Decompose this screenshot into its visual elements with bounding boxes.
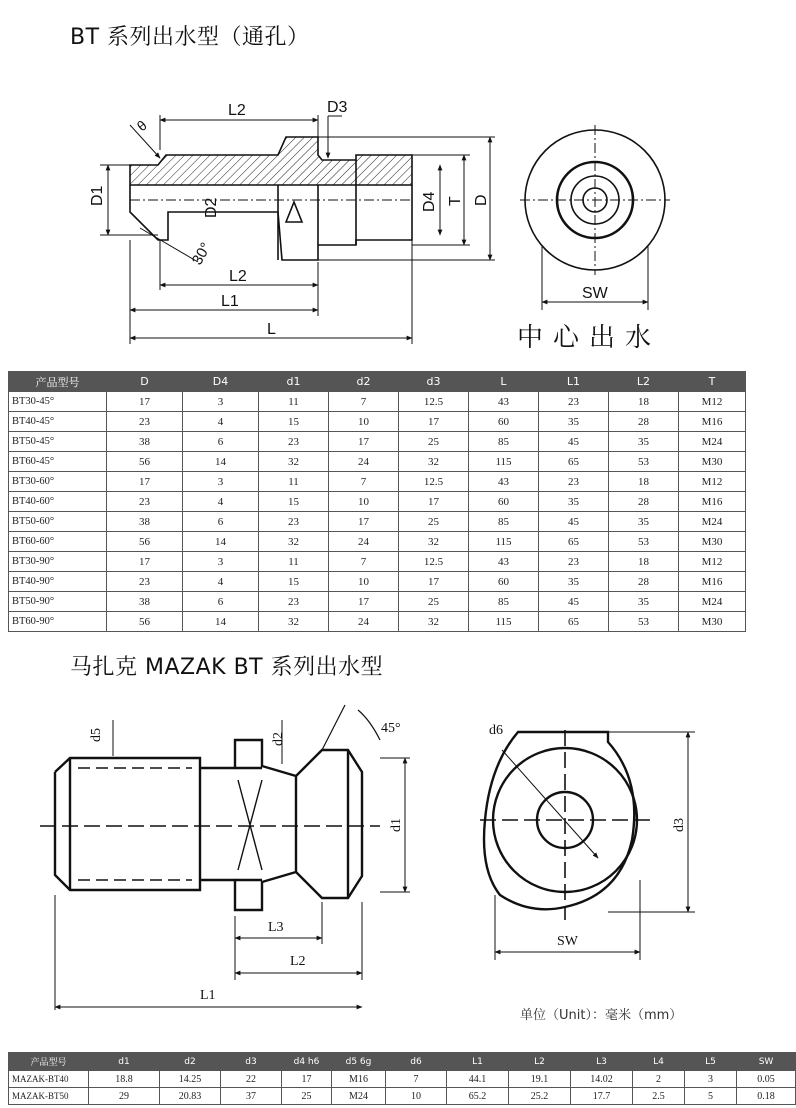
- value-cell: M12: [679, 472, 746, 492]
- value-cell: 25: [399, 512, 469, 532]
- value-cell: M12: [679, 552, 746, 572]
- header-cell: d2: [160, 1053, 221, 1071]
- value-cell: 5: [685, 1088, 737, 1105]
- value-cell: 11: [259, 472, 329, 492]
- value-cell: 23: [259, 512, 329, 532]
- value-cell: 7: [329, 392, 399, 412]
- value-cell: 6: [183, 592, 259, 612]
- value-cell: 14: [183, 532, 259, 552]
- value-cell: 18: [609, 552, 679, 572]
- table-row: [9, 412, 746, 432]
- value-cell: 35: [539, 572, 609, 592]
- value-cell: 45: [539, 592, 609, 612]
- table-row: [9, 452, 746, 472]
- header-cell: L2: [509, 1053, 571, 1071]
- label-theta: θ: [133, 117, 150, 135]
- header-cell: L: [469, 372, 539, 392]
- header-cell: D4: [183, 372, 259, 392]
- label-d1: d1: [389, 818, 404, 832]
- label-D: D: [473, 194, 490, 206]
- value-cell: 17.7: [571, 1088, 633, 1105]
- center-coolant-caption: 中心出水: [517, 323, 662, 353]
- value-cell: 14.25: [160, 1071, 221, 1088]
- value-cell: 45: [539, 432, 609, 452]
- value-cell: 25: [282, 1088, 332, 1105]
- value-cell: M16: [679, 412, 746, 432]
- value-cell: 14: [183, 452, 259, 472]
- table-row: [9, 1088, 796, 1105]
- value-cell: 0.05: [737, 1071, 796, 1088]
- header-cell: d2: [329, 372, 399, 392]
- value-cell: 35: [609, 512, 679, 532]
- value-cell: 3: [183, 552, 259, 572]
- model-cell: BT40-45°: [9, 412, 107, 432]
- label-d3: d3: [672, 818, 687, 832]
- value-cell: 32: [399, 612, 469, 632]
- value-cell: 12.5: [399, 392, 469, 412]
- value-cell: 23: [107, 412, 183, 432]
- value-cell: 7: [329, 552, 399, 572]
- value-cell: 65: [539, 532, 609, 552]
- value-cell: 17: [107, 472, 183, 492]
- table-row: [9, 532, 746, 552]
- label-D4: D4: [421, 191, 438, 212]
- value-cell: 18: [609, 472, 679, 492]
- value-cell: 10: [329, 492, 399, 512]
- value-cell: 65: [539, 612, 609, 632]
- model-cell: BT40-90°: [9, 572, 107, 592]
- header-cell: d1: [259, 372, 329, 392]
- value-cell: 25.2: [509, 1088, 571, 1105]
- value-cell: 7: [329, 472, 399, 492]
- label-L2: L2: [290, 954, 306, 969]
- value-cell: 25: [399, 592, 469, 612]
- value-cell: 23: [107, 492, 183, 512]
- label-L1: L1: [200, 988, 216, 1003]
- value-cell: 11: [259, 392, 329, 412]
- value-cell: 17: [399, 412, 469, 432]
- value-cell: 85: [469, 592, 539, 612]
- value-cell: 29: [89, 1088, 160, 1105]
- header-cell: 产品型号: [9, 372, 107, 392]
- value-cell: 43: [469, 392, 539, 412]
- table-row: [9, 1071, 796, 1088]
- value-cell: 115: [469, 452, 539, 472]
- label-D1: D1: [89, 185, 106, 206]
- label-d5: d5: [89, 728, 104, 742]
- value-cell: 35: [609, 592, 679, 612]
- value-cell: 56: [107, 612, 183, 632]
- header-cell: L3: [571, 1053, 633, 1071]
- value-cell: 43: [469, 552, 539, 572]
- label-T: T: [447, 196, 464, 206]
- value-cell: 20.83: [160, 1088, 221, 1105]
- label-L2-bottom: L2: [229, 268, 247, 285]
- header-cell: L4: [633, 1053, 685, 1071]
- value-cell: 18.8: [89, 1071, 160, 1088]
- table-row: [9, 612, 746, 632]
- value-cell: 17: [329, 432, 399, 452]
- table-row: [9, 572, 746, 592]
- value-cell: M24: [679, 512, 746, 532]
- value-cell: 115: [469, 532, 539, 552]
- value-cell: 24: [329, 612, 399, 632]
- value-cell: 23: [539, 392, 609, 412]
- value-cell: 15: [259, 572, 329, 592]
- value-cell: 35: [539, 412, 609, 432]
- model-cell: BT30-45°: [9, 392, 107, 412]
- value-cell: 6: [183, 512, 259, 532]
- label-L3: L3: [268, 920, 284, 935]
- value-cell: M16: [679, 492, 746, 512]
- header-cell: D: [107, 372, 183, 392]
- value-cell: 35: [539, 492, 609, 512]
- value-cell: 17: [107, 552, 183, 572]
- value-cell: 19.1: [509, 1071, 571, 1088]
- value-cell: 23: [539, 552, 609, 572]
- value-cell: 6: [183, 432, 259, 452]
- value-cell: 23: [259, 592, 329, 612]
- table-row: [9, 552, 746, 572]
- value-cell: M30: [679, 452, 746, 472]
- header-cell: L1: [539, 372, 609, 392]
- model-cell: BT40-60°: [9, 492, 107, 512]
- value-cell: 28: [609, 572, 679, 592]
- value-cell: 28: [609, 492, 679, 512]
- value-cell: 38: [107, 512, 183, 532]
- label-L2-top: L2: [228, 102, 246, 119]
- header-cell: 产品型号: [9, 1053, 89, 1071]
- value-cell: 18: [609, 392, 679, 412]
- value-cell: 85: [469, 512, 539, 532]
- model-cell: BT60-45°: [9, 452, 107, 472]
- value-cell: 2.5: [633, 1088, 685, 1105]
- value-cell: M16: [679, 572, 746, 592]
- value-cell: 0.18: [737, 1088, 796, 1105]
- value-cell: 23: [259, 432, 329, 452]
- table-header-row: [9, 1053, 796, 1071]
- value-cell: 115: [469, 612, 539, 632]
- value-cell: 15: [259, 412, 329, 432]
- value-cell: M12: [679, 392, 746, 412]
- value-cell: 10: [329, 572, 399, 592]
- value-cell: 4: [183, 492, 259, 512]
- table-row: [9, 432, 746, 452]
- value-cell: 32: [259, 532, 329, 552]
- label-d6: d6: [489, 723, 503, 738]
- table-row: [9, 472, 746, 492]
- value-cell: 85: [469, 432, 539, 452]
- header-cell: T: [679, 372, 746, 392]
- value-cell: 32: [259, 612, 329, 632]
- value-cell: 37: [221, 1088, 282, 1105]
- value-cell: 4: [183, 412, 259, 432]
- value-cell: 23: [539, 472, 609, 492]
- value-cell: 65: [539, 452, 609, 472]
- value-cell: 60: [469, 412, 539, 432]
- value-cell: 12.5: [399, 552, 469, 572]
- value-cell: M30: [679, 612, 746, 632]
- label-D2: D2: [203, 197, 220, 218]
- mazak-drawing: [0, 680, 750, 1020]
- bt-spec-table: [8, 371, 746, 632]
- table-row: [9, 392, 746, 412]
- header-cell: d1: [89, 1053, 160, 1071]
- value-cell: 28: [609, 412, 679, 432]
- header-cell: d3: [221, 1053, 282, 1071]
- model-cell: BT30-90°: [9, 552, 107, 572]
- section1-title: BT 系列出水型（通孔）: [70, 25, 310, 50]
- value-cell: 32: [399, 532, 469, 552]
- model-cell: MAZAK-BT40: [9, 1071, 89, 1088]
- value-cell: 35: [609, 432, 679, 452]
- mazak-spec-table: [8, 1052, 796, 1105]
- header-cell: L2: [609, 372, 679, 392]
- value-cell: 17: [399, 572, 469, 592]
- value-cell: 7: [386, 1071, 447, 1088]
- value-cell: 60: [469, 492, 539, 512]
- value-cell: 17: [399, 492, 469, 512]
- bt-side-view-drawing: [0, 0, 750, 360]
- value-cell: 17: [329, 592, 399, 612]
- value-cell: 17: [282, 1071, 332, 1088]
- value-cell: 10: [329, 412, 399, 432]
- value-cell: 2: [633, 1071, 685, 1088]
- value-cell: 38: [107, 432, 183, 452]
- value-cell: 65.2: [447, 1088, 509, 1105]
- label-SW: SW: [557, 934, 578, 949]
- value-cell: 60: [469, 572, 539, 592]
- value-cell: M24: [679, 592, 746, 612]
- unit-note: 单位（Unit）：毫米（mm）: [520, 1008, 683, 1023]
- label-SW: SW: [582, 285, 608, 302]
- value-cell: 17: [107, 392, 183, 412]
- value-cell: 11: [259, 552, 329, 572]
- header-cell: L5: [685, 1053, 737, 1071]
- section2-title: 马扎克 MAZAK BT 系列出水型: [70, 655, 384, 680]
- value-cell: 3: [183, 392, 259, 412]
- value-cell: 32: [259, 452, 329, 472]
- value-cell: 45: [539, 512, 609, 532]
- value-cell: 22: [221, 1071, 282, 1088]
- label-L: L: [267, 321, 276, 338]
- model-cell: BT50-60°: [9, 512, 107, 532]
- value-cell: 10: [386, 1088, 447, 1105]
- value-cell: M24: [332, 1088, 386, 1105]
- table-row: [9, 492, 746, 512]
- value-cell: 24: [329, 532, 399, 552]
- header-cell: d3: [399, 372, 469, 392]
- table-row: [9, 592, 746, 612]
- model-cell: BT50-45°: [9, 432, 107, 452]
- value-cell: 3: [685, 1071, 737, 1088]
- table-header-row: [9, 372, 746, 392]
- value-cell: 24: [329, 452, 399, 472]
- label-d2: d2: [271, 732, 286, 746]
- header-cell: L1: [447, 1053, 509, 1071]
- value-cell: 4: [183, 572, 259, 592]
- value-cell: 53: [609, 452, 679, 472]
- value-cell: 44.1: [447, 1071, 509, 1088]
- value-cell: 38: [107, 592, 183, 612]
- value-cell: 56: [107, 452, 183, 472]
- header-cell: SW: [737, 1053, 796, 1071]
- label-30-degree: 30°: [188, 239, 215, 268]
- value-cell: 23: [107, 572, 183, 592]
- value-cell: 17: [329, 512, 399, 532]
- header-cell: d5 6g: [332, 1053, 386, 1071]
- value-cell: M16: [332, 1071, 386, 1088]
- value-cell: 14: [183, 612, 259, 632]
- value-cell: 53: [609, 612, 679, 632]
- value-cell: 15: [259, 492, 329, 512]
- label-L1: L1: [221, 293, 239, 310]
- label-D3: D3: [327, 99, 348, 116]
- value-cell: 14.02: [571, 1071, 633, 1088]
- value-cell: 43: [469, 472, 539, 492]
- model-cell: BT60-60°: [9, 532, 107, 552]
- model-cell: BT60-90°: [9, 612, 107, 632]
- model-cell: MAZAK-BT50: [9, 1088, 89, 1105]
- value-cell: 53: [609, 532, 679, 552]
- value-cell: 32: [399, 452, 469, 472]
- value-cell: 12.5: [399, 472, 469, 492]
- model-cell: BT30-60°: [9, 472, 107, 492]
- value-cell: M30: [679, 532, 746, 552]
- header-cell: d4 h6: [282, 1053, 332, 1071]
- value-cell: 3: [183, 472, 259, 492]
- model-cell: BT50-90°: [9, 592, 107, 612]
- table-row: [9, 512, 746, 532]
- value-cell: M24: [679, 432, 746, 452]
- value-cell: 56: [107, 532, 183, 552]
- header-cell: d6: [386, 1053, 447, 1071]
- value-cell: 25: [399, 432, 469, 452]
- label-45-degree: 45°: [381, 721, 401, 736]
